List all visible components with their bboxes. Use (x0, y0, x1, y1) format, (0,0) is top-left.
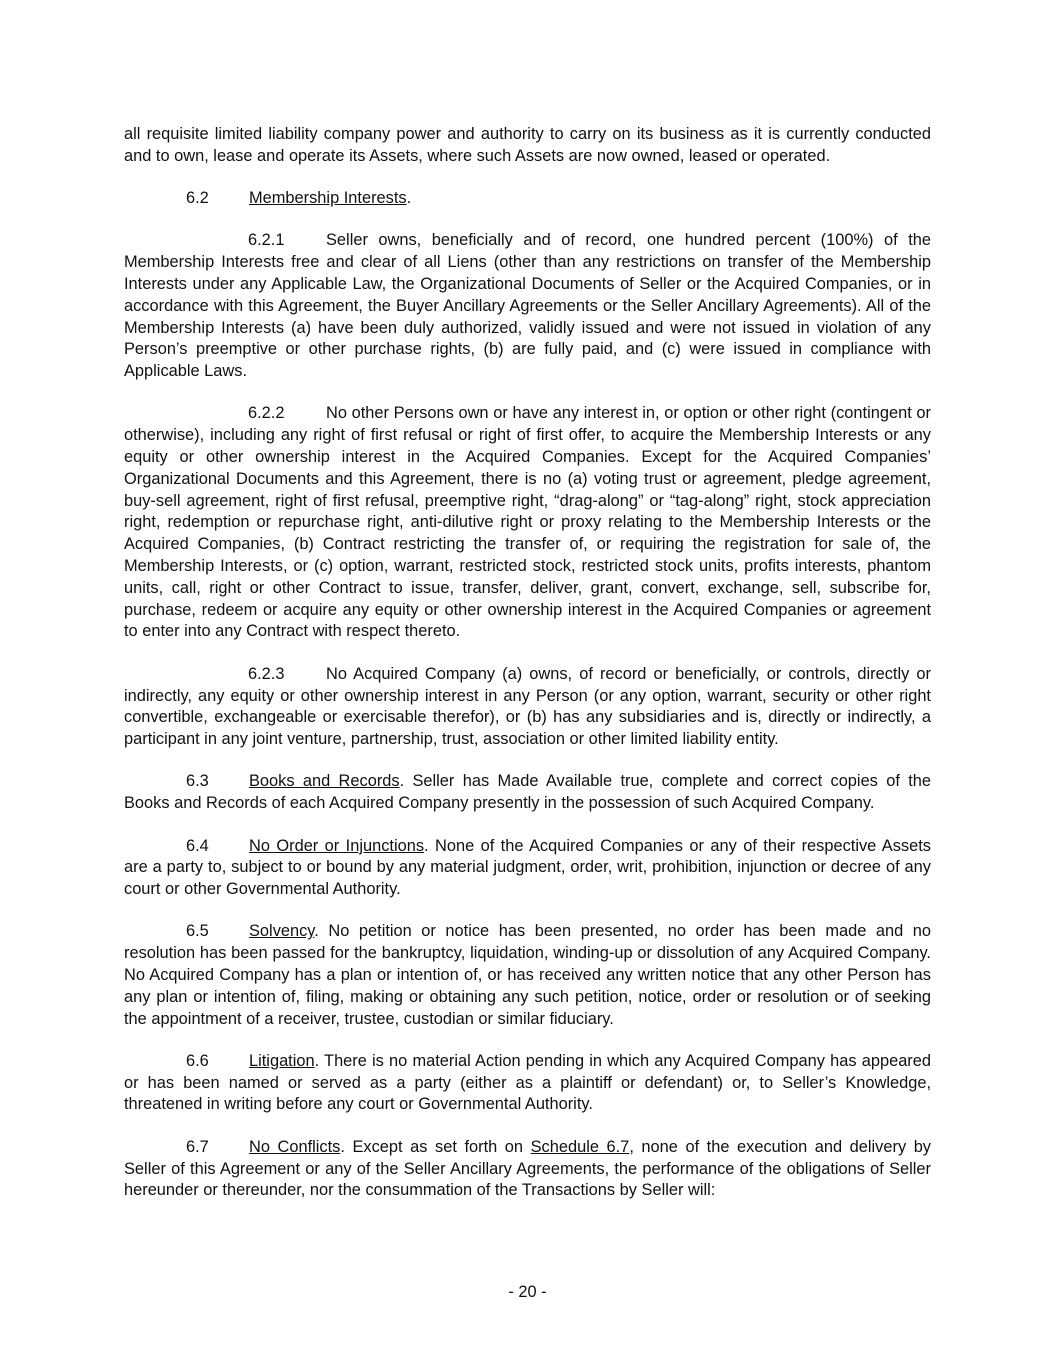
section-punctuation: . (406, 189, 412, 208)
section-number: 6.2.2 (248, 404, 285, 423)
section-text: . No petition or notice has been presented, no order has been made and no resolution has been passed for the bankruptcy, liquidation, winding-up or dissolution of any Acquired Company. No Acquired Company has a plan or intention of, or has received any written notice that any other Person has any plan or intention of, filing, making or obtaining any such petition, notice, order or resolution or of seeking the appointment of a receiver, trustee, custodian or similar fiduciary. (124, 922, 931, 1028)
section-number: 6.7 (186, 1137, 209, 1156)
section-text: No other Persons own or have any interest in, or option or other right (contingent or otherwise), including any right of first refusal or right of first offer, to acquire the Membership Interests or any equity or other ownership interest in the Acquired Companies. Except for the Acquired Companies’ Organizational Documents and this Agreement, there is no (a) voting trust or agreement, pledge agreement, buy-sell agreement, right of first refusal, preemptive right, “drag-along” or “tag-along” right, stock appreciation right, redemption or repurchase right, anti-dilutive right or proxy relating to the Membership Interests or the Acquired Companies, (b) Contract restricting the transfer of, or requiring the registration for sale of, the Membership Interests, or (c) option, warrant, restricted stock, restricted stock units, profits interests, phantom units, call, right or other Contract to issue, transfer, deliver, grant, convert, exchange, sell, subscribe for, purchase, redeem or acquire any equity or other ownership interest in the Acquired Companies or agreement to enter into any Contract with respect thereto. (124, 404, 931, 641)
section-number: 6.3 (186, 772, 209, 791)
section-heading: No Conflicts (249, 1137, 341, 1156)
section-heading: No Order or Injunctions (249, 836, 425, 855)
section-text: . None of the Acquired Companies or any of their respective Assets are a party to, subject to or bound by any material judgment, order, writ, prohibition, injunction or decree of any court or other Governmental Authority. (124, 836, 931, 899)
section-heading: Books and Records (249, 772, 400, 791)
schedule-reference: Schedule 6.7 (530, 1137, 630, 1156)
section-6-2-2 (124, 403, 931, 643)
section-6-2-3 (124, 664, 931, 751)
section-text: No Acquired Company (a) owns, of record or beneficially, or controls, directly or indirectly, any equity or other ownership interest in any Person (or any option, warrant, security or other right convertible, exchangeable or exercisable therefor), or (b) has any subsidiaries and is, directly or indirectly, a participant in any joint venture, partnership, trust, association or other limited liability entity. (124, 664, 931, 749)
document-page (124, 124, 931, 1202)
section-6-3 (124, 771, 931, 815)
section-number: 6.2.1 (248, 231, 285, 250)
section-6-7 (124, 1137, 931, 1202)
paragraph-continuation: all requisite limited liability company power and authority to carry on its business as it is currently conducted and to own, lease and operate its Assets, where such Assets are now owned, leased or operated. (124, 125, 931, 165)
page-number: - 20 - (508, 1283, 547, 1301)
section-text: . There is no material Action pending in which any Acquired Company has appeared or has been named or served as a party (either as a plaintiff or defendant) or, to Seller’s Knowledge, threatened in writing before any court or Governmental Authority. (124, 1051, 931, 1114)
section-6-6 (124, 1051, 931, 1116)
section-text: . Except as set forth on (340, 1137, 531, 1156)
section-heading: Litigation (249, 1051, 315, 1070)
section-6-2 (124, 188, 931, 210)
section-6-5 (124, 921, 931, 1030)
section-number: 6.4 (186, 836, 209, 855)
section-text: Seller owns, beneficially and of record, one hundred percent (100%) of the Membership Interests free and clear of all Liens (other than any restrictions on transfer of the Membership Interests under any Applicable Law, the Organizational Documents of Seller or the Acquired Companies, or in accordance with this Agreement, the Buyer Ancillary Agreements or the Seller Ancillary Agreements). All of the Membership Interests (a) have been duly authorized, validly issued and were not issued in violation of any Person’s preemptive or other purchase rights, (b) are fully paid, and (c) were issued in compliance with Applicable Laws. (124, 231, 931, 381)
section-6-2-1 (124, 230, 931, 383)
section-number: 6.5 (186, 922, 209, 941)
section-heading: Solvency (249, 922, 315, 941)
section-number: 6.2.3 (248, 664, 285, 683)
section-number: 6.6 (186, 1051, 209, 1070)
section-6-4 (124, 836, 931, 901)
section-heading: Membership Interests (249, 189, 407, 208)
section-text-continued: , none of the execution and delivery by Seller of this Agreement or any of the Seller Ancillary Agreements, the performance of the obligations of Seller hereunder or thereunder, nor the consummation of the Transactions by Seller will: (124, 1137, 932, 1200)
section-number: 6.2 (186, 189, 209, 208)
section-text: . Seller has Made Available true, complete and correct copies of the Books and Records of each Acquired Company presently in the possession of such Acquired Company. (124, 772, 931, 813)
